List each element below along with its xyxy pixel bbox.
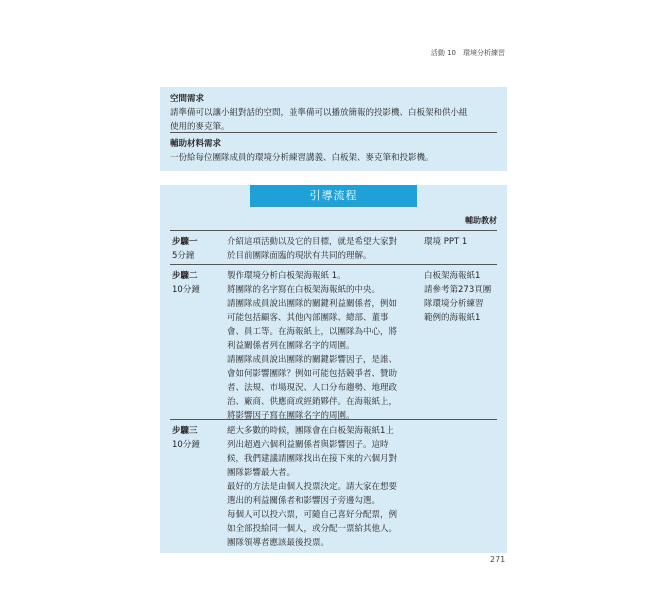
step-line: 絕大多數的時候，團隊會在白板架海報紙1上 [227,426,394,436]
step-line: 者、法規、市場現況、人口分布趨勢、地理政 [227,383,398,393]
material-requirements-title: 輔助材料需求 [170,139,222,149]
step-row [170,419,497,550]
step-line: 團隊影響最大者。 [227,468,296,478]
aux-line: 白板架海報紙1 [424,271,481,281]
material-requirements [160,138,444,165]
step-line: 將影響因子寫在團隊名字的周圍。 [227,411,355,421]
step-time: 10分鐘 [172,440,200,450]
step-line: 請團隊成員說出團隊的關鍵影響因子，是誰、 [227,355,398,365]
step-description [227,269,407,423]
step-line: 最好的方法是由個人投票決定。請大家在想要 [227,482,398,492]
divider [170,132,497,133]
step-label [172,269,200,297]
step-label [172,235,198,263]
space-requirements [160,93,478,134]
step-name: 步驟二 [172,271,198,281]
step-description [227,235,407,263]
step-line: 利益關係者列在團隊名字的周圍。 [227,341,355,351]
step-time: 10分鐘 [172,285,200,295]
step-label [172,424,200,452]
aux-line: 範例的海報紙1 [424,313,481,323]
aux-line: 請參考第273頁團 [424,285,492,295]
step-line: 製作環境分析白板架海報紙 1。 [227,271,346,281]
requirements-box [160,87,507,171]
step-row [170,264,497,420]
facilitation-flow-box [160,185,507,553]
aux-line: 環境 PPT 1 [424,237,468,247]
step-line: 會如何影響團隊？例如可能包括競爭者、贊助 [227,369,398,379]
step-line: 每個人可以投六票，可隨自己喜好分配票，例 [227,510,398,520]
flow-title: 引導流程 [250,185,417,207]
step-aux [424,235,467,249]
step-line: 於目前團隊面臨的現狀有共同的理解。 [227,251,372,261]
step-line: 治、廠商、供應商或經銷夥伴。在海報紙上， [227,397,398,407]
step-line: 將團隊的名字寫在白板架海報紙的中央。 [227,285,381,295]
step-line: 團隊領導者應該最後投票。 [227,538,330,548]
step-name: 步驟三 [172,426,198,436]
page-number: 271 [490,555,506,564]
aux-line: 隊環境分析練習 [424,299,484,309]
step-line: 請團隊成員說出團隊的關鍵利益關係者，例如 [227,299,398,309]
step-time: 5分鐘 [172,251,195,261]
step-line: 如全部投給同一個人，或分配一票給其他人。 [227,524,398,534]
step-aux [424,269,491,325]
running-head: 活動 10 環境分析練習 [430,49,505,57]
step-line: 選出的利益關係者和影響因子旁邊勾選。 [227,496,381,506]
step-line: 可能包括顧客、其他內部團隊、總部、董事 [227,313,389,323]
space-requirements-line: 使用的麥克筆。 [170,122,230,132]
step-line: 介紹這項活動以及它的目標，就是希望大家對 [227,237,398,247]
step-line: 列出超過六個利益關係者與影響因子。這時 [227,440,389,450]
aux-materials-header: 輔助教材 [465,216,497,225]
space-requirements-line: 請準備可以讓小組對話的空間，並準備可以播放簡報的投影機、白板架和供小組 [170,108,468,118]
step-name: 步驟一 [172,237,198,247]
step-line: 候，我們建議請團隊找出在接下來的六個月對 [227,454,398,464]
step-description [227,424,407,550]
material-requirements-line: 一份給每位團隊成員的環境分析練習講義、白板架、麥克筆和投影機。 [170,153,434,163]
space-requirements-title: 空間需求 [170,94,205,104]
step-line: 會、員工等。在海報紙上，以團隊為中心，將 [227,327,398,337]
